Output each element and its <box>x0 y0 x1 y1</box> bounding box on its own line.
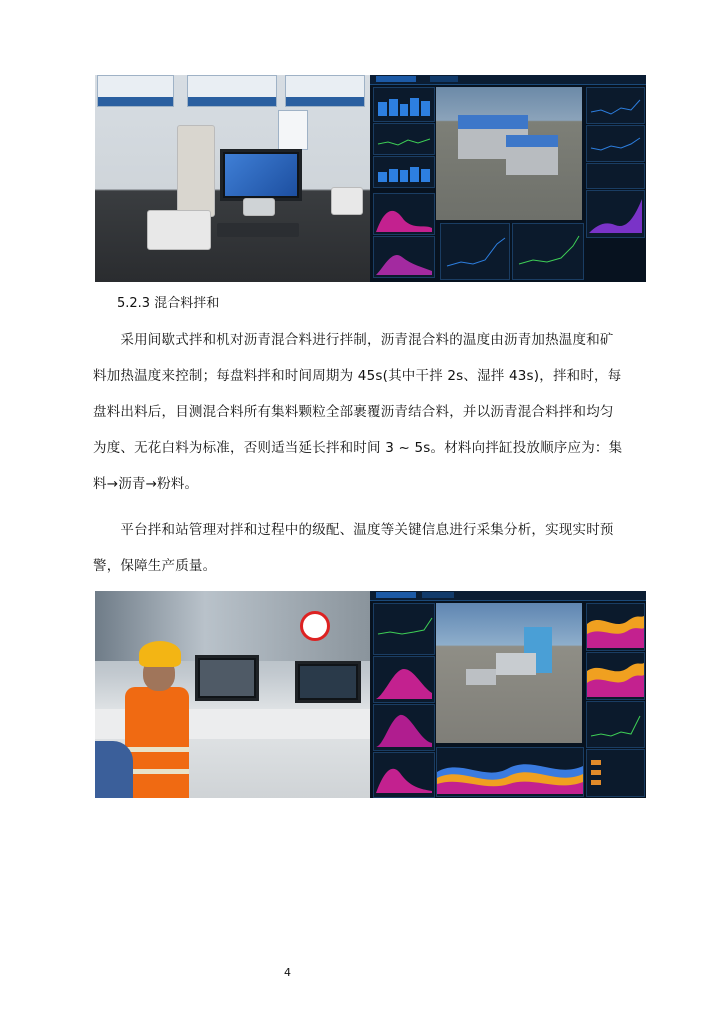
3d-plant-scene <box>436 87 582 220</box>
line-chart-panel <box>586 87 645 124</box>
area-chart-panel <box>373 704 435 751</box>
line-chart-panel <box>586 163 645 189</box>
wall-chart <box>278 110 308 150</box>
line-chart-panel <box>586 701 645 748</box>
wall-notice-board <box>187 75 277 107</box>
paragraph-mixing <box>93 322 627 502</box>
area-chart-panel <box>373 752 435 798</box>
line-chart-panel <box>586 125 645 162</box>
paragraph-line: 为度、无花白料为标准，否则适当延长拌和时间 3 ~ 5s。材料向拌缸投放顺序应为：集 <box>93 440 623 456</box>
trend-line <box>513 224 583 279</box>
area-chart-panel <box>586 190 645 238</box>
trend-line <box>441 224 509 279</box>
testing-apparatus <box>177 125 215 217</box>
dashboard-header <box>370 591 646 601</box>
control-monitor <box>195 655 259 701</box>
dashboard-header <box>370 75 646 85</box>
paragraph-line: 盘料出料后，目测混合料所有集料颗粒全部裹覆沥青结合料，并以沥青混合料拌和均匀 <box>93 404 614 420</box>
line-chart-panel <box>373 603 435 655</box>
area-chart-panel <box>373 193 435 235</box>
wave-chart-panel <box>436 747 584 797</box>
paragraph-line: 平台拌和站管理对拌和过程中的级配、温度等关键信息进行采集分析，实现实时预 <box>93 522 614 538</box>
plant-building <box>466 669 496 685</box>
wall-notice-board <box>97 75 174 107</box>
plant-building <box>496 653 536 675</box>
figure-row-1 <box>95 75 646 282</box>
speed-limit-sign <box>300 611 330 641</box>
figure-row-2 <box>95 591 646 798</box>
section-heading: 5.2.3 混合料拌和 <box>117 296 220 311</box>
bar-chart-panel <box>373 156 435 188</box>
wave-chart-panel <box>586 603 645 651</box>
paragraph-line: 料→沥青→粉料。 <box>93 476 199 492</box>
line-sparkline <box>374 604 434 654</box>
chair <box>95 741 133 798</box>
area-chart-panel <box>373 236 435 278</box>
line-sparkline <box>587 702 644 747</box>
stacked-wave-chart <box>587 604 644 650</box>
trend-chart-panel <box>512 223 584 280</box>
area-chart-panel <box>373 656 435 703</box>
line-sparkline <box>374 124 434 154</box>
paragraph-platform <box>93 512 627 584</box>
printer <box>331 187 363 215</box>
bar-chart-panel <box>373 87 435 122</box>
magenta-area-chart <box>374 194 434 234</box>
magenta-area-chart <box>374 705 434 750</box>
stacked-wave-chart <box>437 748 583 796</box>
control-monitor <box>295 661 361 703</box>
magenta-area-chart <box>374 753 434 797</box>
line-sparkline <box>587 88 644 123</box>
lab-equipment-photo <box>95 75 370 282</box>
line-chart-panel <box>373 123 435 155</box>
purple-area-chart <box>587 191 644 237</box>
trend-chart-panel <box>440 223 510 280</box>
mixing-station-dashboard-2 <box>370 591 646 798</box>
page-number: 4 <box>284 966 291 979</box>
3d-plant-scene <box>436 603 582 743</box>
paragraph-line: 料加热温度来控制；每盘料拌和时间周期为 45s(其中干拌 2s、湿拌 43s)，拌和时，每 <box>93 368 622 384</box>
wave-chart-panel <box>586 652 645 700</box>
mini-pc <box>243 198 275 216</box>
hardhat <box>139 641 181 667</box>
magenta-area-chart <box>374 237 434 277</box>
mixing-station-dashboard-1 <box>370 75 646 282</box>
line-sparkline <box>587 126 644 161</box>
desktop-monitor <box>220 149 302 201</box>
alert-table-panel <box>586 749 645 797</box>
paragraph-line: 警，保障生产质量。 <box>93 558 217 574</box>
paragraph-line: 采用间歇式拌和机对沥青混合料进行拌制，沥青混合料的温度由沥青加热温度和矿 <box>93 332 614 348</box>
keyboard <box>217 223 299 237</box>
testing-machine-base <box>147 210 211 250</box>
stacked-wave-chart <box>587 653 644 699</box>
control-room-photo <box>95 591 370 798</box>
worker-safety-vest <box>125 687 189 798</box>
magenta-area-chart <box>374 657 434 702</box>
wall-notice-board <box>285 75 365 107</box>
